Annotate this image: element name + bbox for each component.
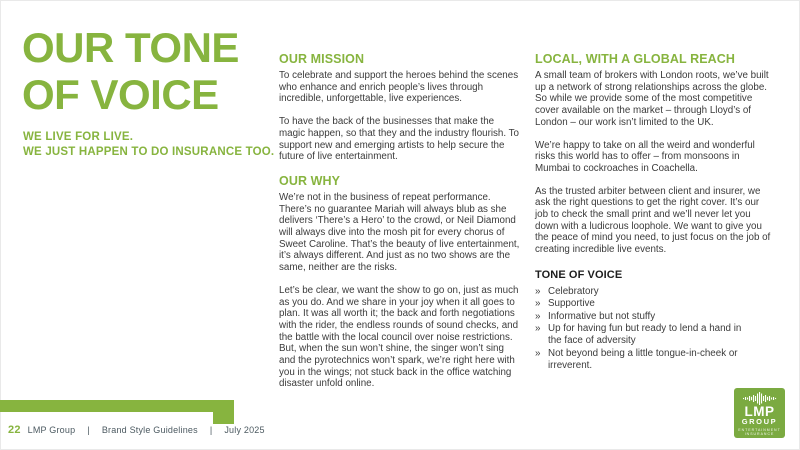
list-item xyxy=(535,348,747,373)
page-title-line2: OF VOICE xyxy=(22,71,219,118)
section-local-global-reach xyxy=(535,52,772,256)
our-why-paragraph-1: We’re not in the business of repeat performance. There’s no guarantee Mariah will always blub as she delivers ‘There’s a Hero’ to the crowd, or Neil Diamond will always dive into the mosh pit for every chorus of Sweet Caroline. That’s the beauty of live entertainment, it’s always different. And just as no two shows are the same, neither are the risks. xyxy=(279,191,520,274)
list-item-text: Supportive xyxy=(548,298,595,310)
section-our-why xyxy=(279,174,520,390)
tagline-line1: WE LIVE FOR LIVE. xyxy=(23,131,134,143)
list-item xyxy=(535,311,747,323)
tagline-line2: WE JUST HAPPEN TO DO INSURANCE TOO. xyxy=(23,145,275,158)
list-bullet: » xyxy=(535,285,541,297)
list-item-text: Up for having fun but ready to lend a hand in the face of adversity xyxy=(548,323,742,347)
local-global-paragraph-1: A small team of brokers with London roots, we’ve built up a network of strong relationships across the globe. So while we provide some of the most competitive cover available on the market – through Lloyd’s of London – our work isn’t limited to the UK. xyxy=(535,70,769,128)
list-item-text: Not beyond being a little tongue-in-cheek or irreverent. xyxy=(548,347,738,372)
column-middle xyxy=(279,52,520,401)
list-item-text: Informative but not stuffy xyxy=(548,310,656,322)
page-number: 22 xyxy=(8,424,21,436)
list-bullet: » xyxy=(535,298,541,310)
list-bullet: » xyxy=(535,347,541,359)
logo-text-lmp: LMP xyxy=(744,404,775,419)
list-item-text: Celebratory xyxy=(548,285,599,297)
footer xyxy=(8,423,265,437)
tone-of-voice-heading: TONE OF VOICE xyxy=(535,268,623,281)
local-global-heading: LOCAL, WITH A GLOBAL REACH xyxy=(535,52,736,66)
footer-accent-bar xyxy=(0,400,234,412)
logo-subtext-line1: ENTERTAINMENT xyxy=(738,428,781,432)
section-our-mission xyxy=(279,52,520,163)
list-item xyxy=(535,286,747,298)
our-mission-paragraph-2: To have the back of the businesses that make the magic happen, so that they and the industry flourish. To support new and emerging artists to help secure the future of live entertainment. xyxy=(279,116,519,163)
footer-separator: | xyxy=(209,425,213,435)
logo-subtext xyxy=(738,428,780,436)
list-bullet: » xyxy=(535,323,541,335)
footer-separator: | xyxy=(87,425,90,435)
list-item xyxy=(535,323,747,348)
tagline xyxy=(23,130,274,159)
footer-doc-title: Brand Style Guidelines xyxy=(101,425,198,435)
footer-brand: LMP Group xyxy=(27,425,76,435)
our-mission-paragraph-1: To celebrate and support the heroes behind the scenes who enhance and enrich people’s lives through incredible, unforgettable, live experiences. xyxy=(279,70,519,105)
tone-of-voice-list xyxy=(535,286,747,373)
our-mission-heading: OUR MISSION xyxy=(279,52,365,66)
lmp-group-logo xyxy=(734,388,785,438)
footer-date: July 2025 xyxy=(224,425,265,435)
list-item xyxy=(535,298,747,310)
column-right xyxy=(535,52,772,373)
logo-subtext-line2: INSURANCE xyxy=(744,432,775,437)
our-why-heading: OUR WHY xyxy=(279,173,341,188)
local-global-paragraph-2: We’re happy to take on all the weird and wonderful risks this world has to offer – from monsoons in Mumbai to cockroaches in Coachella. xyxy=(535,139,755,174)
page-title-line1: OUR TONE xyxy=(22,24,239,71)
logo-text-group: GROUP xyxy=(741,417,778,426)
page-title xyxy=(22,24,239,118)
section-tone-of-voice xyxy=(535,269,772,373)
local-global-paragraph-3: As the trusted arbiter between client and insurer, we ask the right questions to get the right cover. It’s our job to check the small print and we’ll never let you down with a ludicrous loophole. We want to give you the peace of mind you need, to just focus on the job of creating incredible live events. xyxy=(535,185,771,256)
list-bullet: » xyxy=(535,310,541,322)
our-why-paragraph-2: Let’s be clear, we want the show to go on, just as much as you do. And we share in your joy when it all goes to plan. It was all worth it; the back and forth negotiations with the rider, the endless rounds of sound checks, and the battle with the local council over noise restrictions. But, when the sun won’t shine, the singer won’t sing and the pyrotechnics won’t spark, we’re right here with you in the wings; not stuck back in the office watching disaster unfold online. xyxy=(279,284,519,390)
